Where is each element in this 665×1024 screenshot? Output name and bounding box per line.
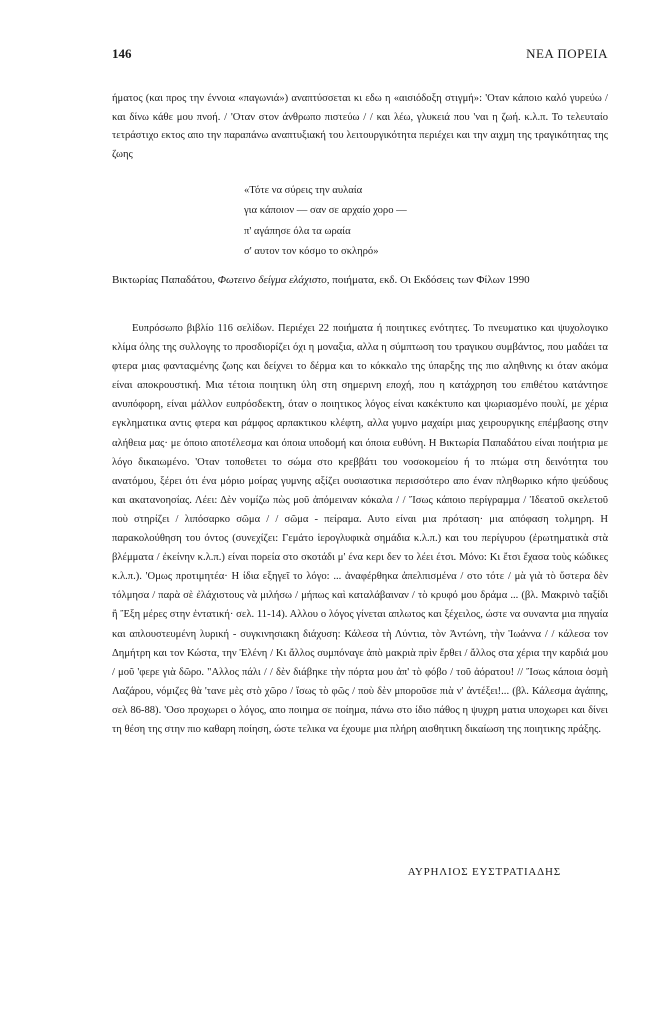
poem-line: για κάποιον — σαν σε αρχαίο χορο — — [244, 205, 407, 217]
running-title: ΝΕΑ ΠΟΡΕΙΑ — [526, 46, 608, 61]
poem-line: π' αγάπησε όλα τα ωραία — [244, 225, 351, 237]
citation-author: Βικτωρίας Παπαδάτου, — [112, 274, 215, 286]
citation-details: ποιήματα, εκδ. Οι Εκδόσεις των Φίλων 1990 — [332, 274, 530, 286]
poem-line: «Τότε να σύρεις την αυλαία — [244, 185, 363, 196]
review-paragraph: Ευπρόσωπο βιβλίο 116 σελίδων. Περιέχει 22 ποιήματα ή ποιητικες ενότητες. Το πνευματικο και ψυχολογικο κλίμα όλης της συλλογης το προσδιορίζει όχι η μοναξια, αλλα η σύμπτωση του τραγικου συμβάντος, που μαδάει τα φτερα μιας φανταςμένης ζωης και δείχνει το δέρμα και το κόκκαλο της ύπαρξης της πιο αληθινης κι όταν ακόμα είναι αποκρουστική. Μια τέτοια ποιητικη ύλη στη σημερινη εποχή, που η κατάχρηση του επιθέτου κατάντησε ανυπόφορη, είναι μάλλον ευπρόσδεκτη, όταν ο ποιητικος λόγος είναι κακέκτυπο και ψωριασμένο πουλί, με χέρια εγκληματικα αντις φτερα και ράμφος αρπακτικου κλέφτη, αλλα γυμνο μαχαίρι μιας χειρουργικης επέμβασης στην αλήθεια μας· με όποιο αποτέλεσμα και όποια υποδομή και όποια ευθύνη. Η Βικτωρία Παπαδάτου είναι ποιήτρια με λόγο δικαιωμένο. 'Οταν τοποθετει το σώμα στο κρεββάτι του νοσοκομείου ή το πτώμα στη δεινότητα του ανατόμου, ξέρει ότι ένα μόριο μοίρας γυμνης αξίζει ουσιαστικα περισσότερο απο έναν πληθωρικο κήπο ψεύδους και ακατανοησίας. Λέει: Δὲν νομίζω πὼς μοῦ ἀπόμειναν κόκαλα / / Ἴσως κάποιο περίγραμμα / Ἰδεατοῦ σκελετοῦ ποὺ στηρίζει / λιπόσαρκο σῶμα / / σῶμα - πείραμα. Αυτο είναι μια πρόταση· μια απόφαση τολμηρη. Η παρακολούθηση του όντος (συνεχίζει: Γεμάτο ἱερογλυφικὰ σημάδια κ.λ.π.) και του περίγυρου (ἐρωτηματικὰ στὰ βλέμματα / ἐκείνην κ.λ.π.) είναι πορεία στο σκοτάδι μ' ένα κερι δεν το λέει έτσι. Μόνο: Κι ἔτσι ἔχασα τοὺς κώδικες κ.λ.π.). 'Ομως προτιμητέα· Η ίδια εξηγεῖ το λόγο: ... ἀναφέρθηκα ἀπελπισμένα / στο τότε / μὰ γιὰ τὸ ὕστερα δὲν τόλμησα / παρὰ σὲ ἐλάχιστους νὰ μιλήσω / μήπως καὶ καταλάβαιναν / τὸ κρυφό μου δράμα ... (βλ. Μακρινὸ ταξίδι ἢ Ἔξη μέρες στην ἐντατική· σελ. 11-14). Αλλου ο λόγος γίνεται απλωτος και ξέχειλος, ώστε να συναντα μια πηγαία και απλουστευμένη λυρική - συγκινησιακη διάχυση: Κάλεσα τὴ Λύντια, τὸν Ἀντώνη, τὴν Ἰωάννα / / κάλεσα τον Δημήτρη και τον Κώστα, την Ἑλένη / Κι ἄλλος συμπόναγε ἀπὸ μακριὰ πρὶν ἔρθει / ἄλλος στα χέρια την καρδιά μου / μοῦ 'φερε γιὰ δῶρο. "Αλλος πάλι / / δὲν διάβηκε τὴν πόρτα μου ἀπ' τὸ φόβο / τοῦ ἀόρατου! // Ἴσως κάποια ὀσμὴ Λαζάρου, νόμιζες θὰ 'τανε μὲς στὸ χῶρο / ἴσως τὸ φῶς / ποὺ δὲν μποροῦσε πιὰ ν' ἀντέξει!... (βλ. Κάλεσμα ἀγάπης, σελ 86-88). 'Οσο προχωρει ο λόγος, απο ποιημα σε ποίημα, πάνω στο ίδιο πάθος η ψυχρη ματια υποχωρει και δίνει τη θέση της στην πιο καθαρη ποίηση, ώστε τελικα να έχουμε μια πλήρη αισθητικη δικαίωση της ποιητικης πράξης. — [112, 323, 608, 735]
author-signature: ΑΥΡΗΛΙΟΣ ΕΥΣΤΡΑΤΙΑΔΗΣ — [407, 866, 561, 878]
poem-line: σ' αυτον τον κόσμο το σκληρό» — [244, 245, 379, 257]
page-number: 146 — [112, 46, 132, 61]
citation-title: Φωτεινο δείγμα ελάχιστο, — [217, 274, 330, 286]
page-header — [112, 46, 608, 66]
book-citation — [112, 271, 608, 290]
poem-quote — [244, 181, 574, 262]
intro-paragraph: ήματος (και προς την έννοια «παγωνιά») αναπτύσσεται κι εδω η «αισιόδοξη στιγμή»: 'Οταν κάποιο καλό γυρεύω / και δίνω κάθε μου πνοή. / 'Οταν στον άνθρωπο πιστεύω / / και λέω, γλυκειά που 'ναι η ζωή. κ.λ.π. Το τελευταίο τετράστιχο εκτος απο την παραπάνω αναπτυξιακή του λειτουργικότητα περιέχει και την αιχμη της τραγικότητας της ζωης — [112, 93, 608, 160]
